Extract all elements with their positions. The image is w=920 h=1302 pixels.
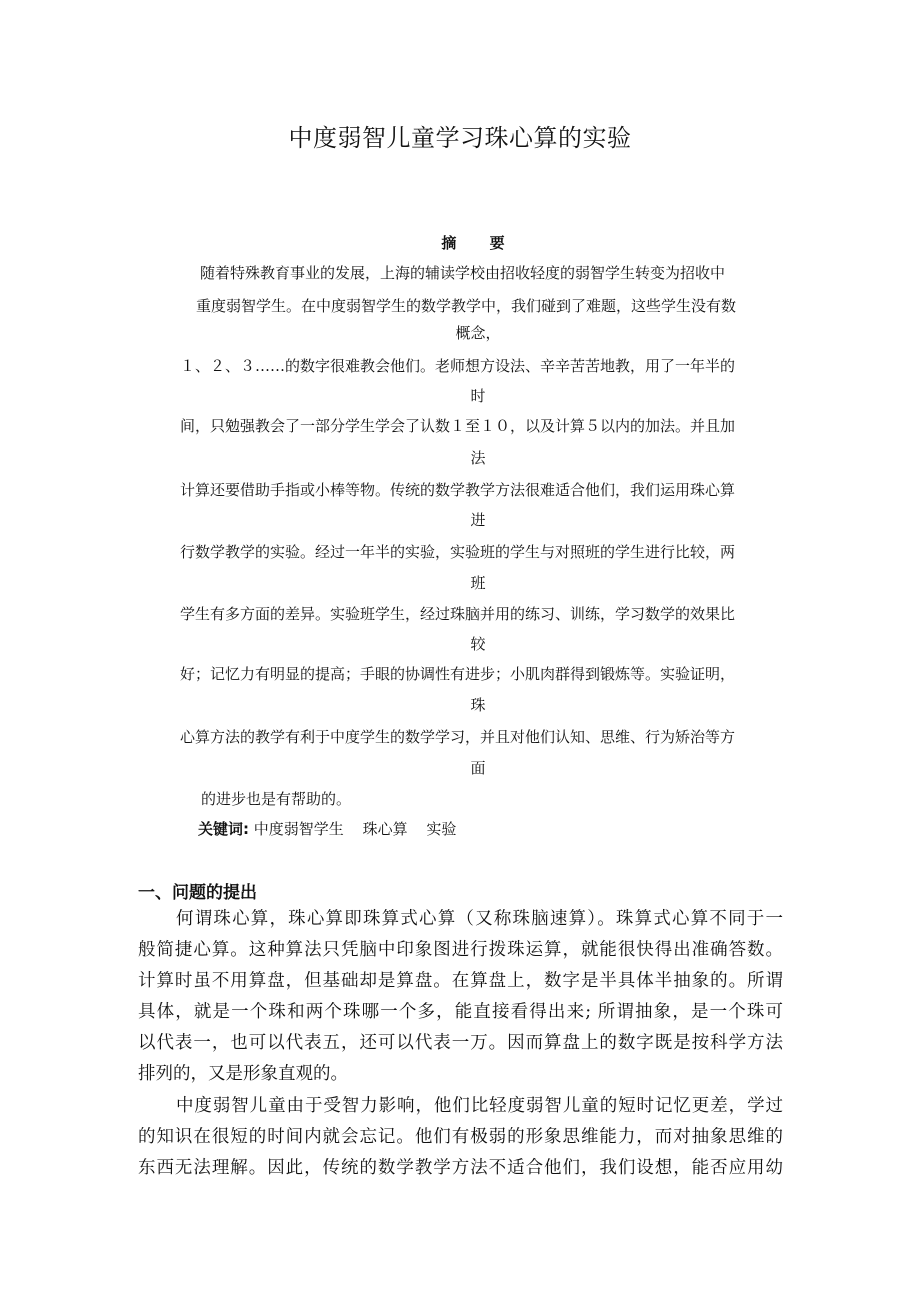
paragraph-line: 的知识在很短的时间内就会忘记。他们有极弱的形象思维能力，而对抽象思维的 [138,1127,783,1147]
abstract-line: 面 [470,759,486,777]
keyword-item: 实验 [426,820,457,838]
abstract-line: 时 [470,387,486,405]
abstract-line: 行数学教学的实验。经过一年半的实验，实验班的学生与对照班的学生进行比较，两 [180,543,736,561]
paragraph-line: 东西无法理解。因此，传统的数学教学方法不适合他们，我们设想，能否应用幼 [138,1158,783,1178]
keyword-item: 珠心算 [362,820,408,838]
paragraph-line: 具体，就是一个珠和两个珠哪一个多，能直接看得出来; 所谓抽象，是一个珠可 [138,1002,783,1022]
abstract-line: 心算方法的教学有利于中度学生的数学学习，并且对他们认知、思维、行为矫治等方 [180,728,736,746]
paragraph-line: 般简捷心算。这种算法只凭脑中印象图进行拨珠运算，就能很快得出准确答数。 [138,940,783,960]
document-title: 中度弱智儿童学习珠心算的实验 [288,124,632,152]
abstract-line: 重度弱智学生。在中度弱智学生的数学教学中，我们碰到了难题，这些学生没有数 [196,297,737,315]
paragraph-line: 以代表一，也可以代表五，还可以代表一万。因而算盘上的数字既是按科学方法 [138,1033,783,1053]
abstract-line: 概念， [455,324,501,342]
paragraph-line: 排列的，又是形象直观的。 [138,1064,348,1084]
section-heading: 一、问题的提出 [138,883,257,903]
abstract-line: 好；记忆力有明显的提高；手眼的协调性有进步；小肌肉群得到锻炼等。实验证明， [180,665,736,683]
abstract-line: 计算还要借助手指或小棒等物。传统的数学教学方法很难适合他们，我们运用珠心算 [180,481,736,499]
abstract-line: 较 [470,635,486,653]
abstract-heading: 摘 要 [441,234,519,252]
abstract-line: 班 [470,574,486,592]
keywords-label: 关键词: [198,820,249,838]
abstract-line: 间，只勉强教会了一部分学生学会了认数１至１０，以及计算５以内的加法。并且加 [180,417,736,435]
abstract-line: １、２、３……的数字很难教会他们。老师想方设法、辛辛苦苦地教，用了一年半的 [180,357,736,375]
paragraph-line: 何谓珠心算，珠心算即珠算式心算（又称珠脑速算）。珠算式心算不同于一 [176,909,783,929]
abstract-line: 进 [470,511,486,529]
abstract-line: 的进步也是有帮助的。 [201,790,352,808]
paragraph-line: 中度弱智儿童由于受智力影响，他们比轻度弱智儿童的短时记忆更差，学过 [176,1096,783,1116]
abstract-line: 学生有多方面的差异。实验班学生，经过珠脑并用的练习、训练，学习数学的效果比 [180,605,736,623]
abstract-line: 珠 [470,696,486,714]
abstract-line: 法 [470,449,486,467]
paragraph-line: 计算时虽不用算盘，但基础却是算盘。在算盘上，数字是半具体半抽象的。所谓 [138,971,783,991]
keyword-item: 中度弱智学生 [253,820,344,838]
abstract-line: 随着特殊教育事业的发展，上海的辅读学校由招收轻度的弱智学生转变为招收中 [200,264,726,282]
keywords [198,818,470,839]
